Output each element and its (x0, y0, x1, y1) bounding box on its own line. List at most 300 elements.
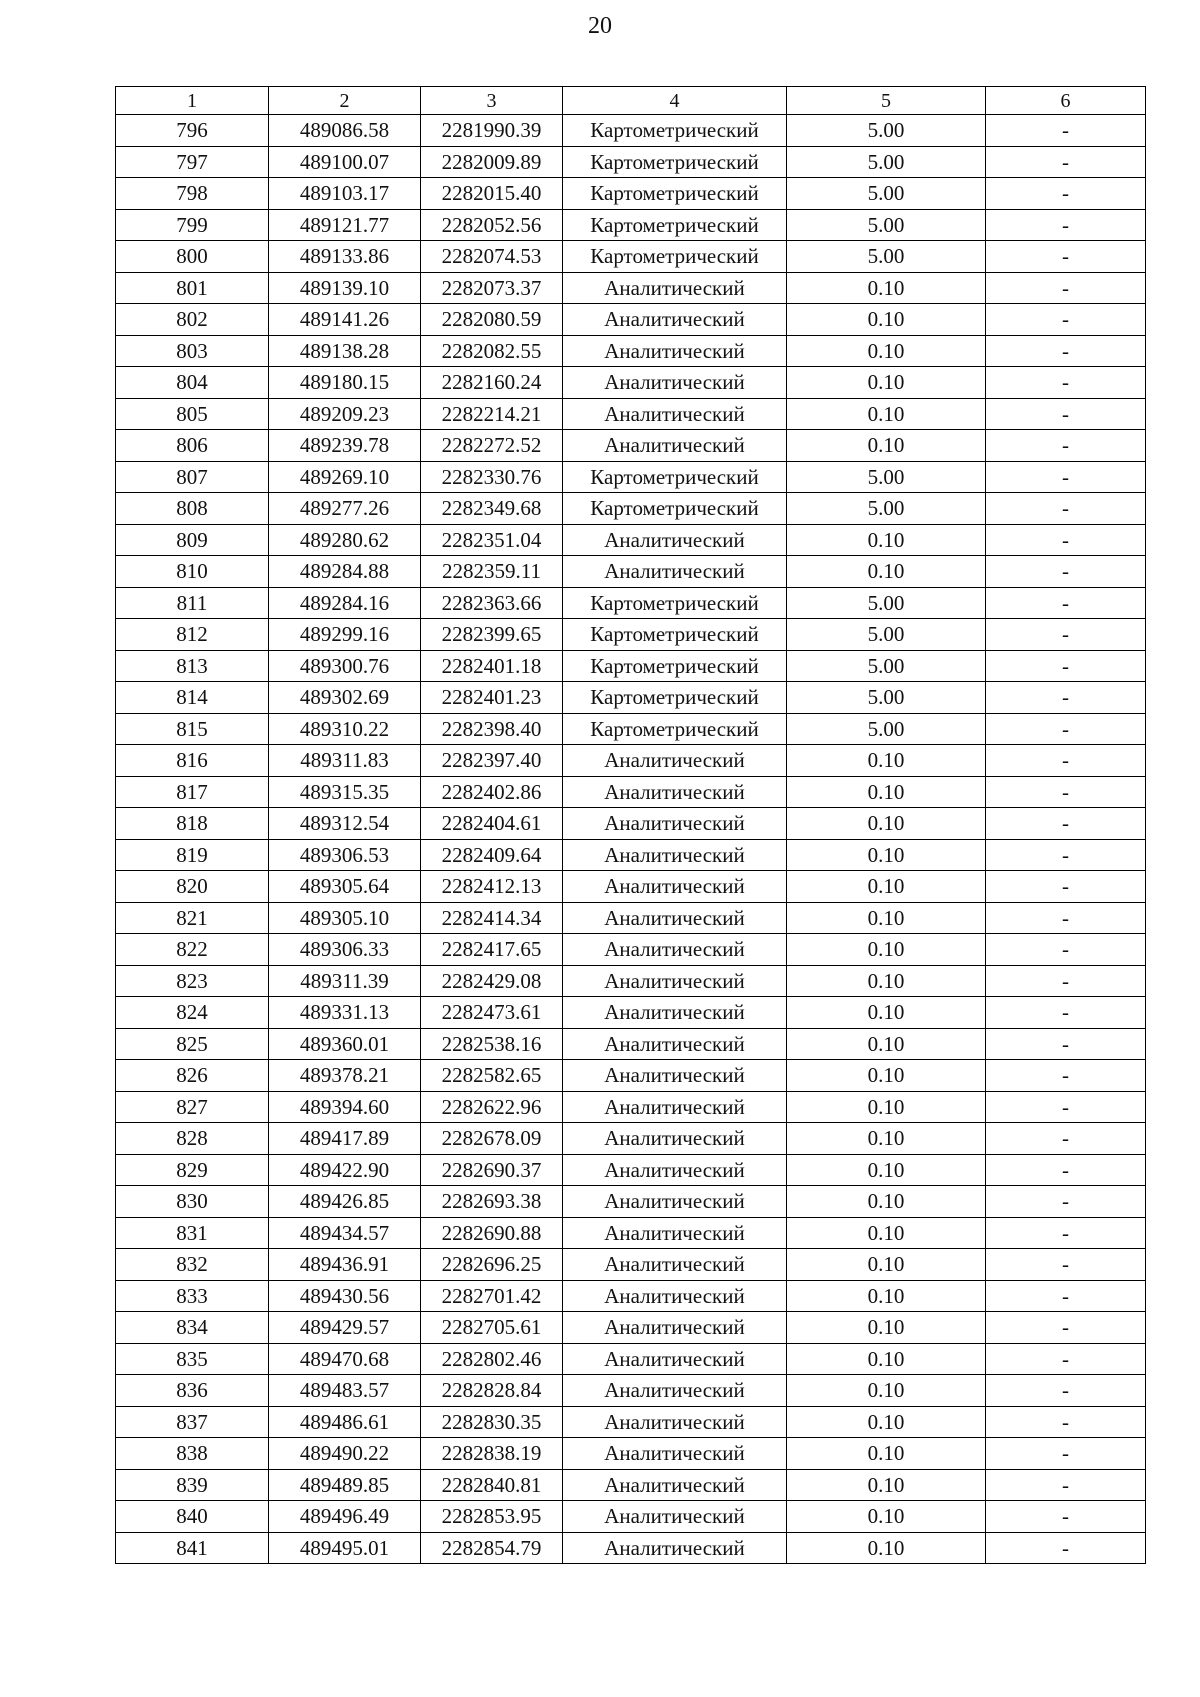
table-row (116, 808, 1146, 840)
point-number-cell: 810 (116, 556, 269, 588)
y-coordinate-cell: 2282402.86 (421, 776, 563, 808)
accuracy-cell: 0.10 (787, 934, 986, 966)
accuracy-cell: 0.10 (787, 965, 986, 997)
method-cell: Картометрический (563, 713, 787, 745)
point-number-cell: 836 (116, 1375, 269, 1407)
y-coordinate-cell: 2282409.64 (421, 839, 563, 871)
accuracy-cell: 0.10 (787, 997, 986, 1029)
point-number-cell: 815 (116, 713, 269, 745)
y-coordinate-cell: 2282473.61 (421, 997, 563, 1029)
note-cell: - (986, 556, 1146, 588)
x-coordinate-cell: 489139.10 (269, 272, 421, 304)
table-row (116, 776, 1146, 808)
accuracy-cell: 0.10 (787, 839, 986, 871)
table-row (116, 587, 1146, 619)
y-coordinate-cell: 2282582.65 (421, 1060, 563, 1092)
table-row (116, 1154, 1146, 1186)
method-cell: Картометрический (563, 682, 787, 714)
point-number-cell: 837 (116, 1406, 269, 1438)
x-coordinate-cell: 489436.91 (269, 1249, 421, 1281)
y-coordinate-cell: 2282399.65 (421, 619, 563, 651)
note-cell: - (986, 178, 1146, 210)
y-coordinate-cell: 2282363.66 (421, 587, 563, 619)
y-coordinate-cell: 2282015.40 (421, 178, 563, 210)
point-number-cell: 826 (116, 1060, 269, 1092)
page-number: 20 (588, 13, 612, 39)
table-row (116, 1375, 1146, 1407)
table-row (116, 1438, 1146, 1470)
x-coordinate-cell: 489141.26 (269, 304, 421, 336)
point-number-cell: 840 (116, 1501, 269, 1533)
method-cell: Аналитический (563, 1438, 787, 1470)
method-cell: Аналитический (563, 1154, 787, 1186)
x-coordinate-cell: 489209.23 (269, 398, 421, 430)
method-cell: Аналитический (563, 934, 787, 966)
accuracy-cell: 0.10 (787, 1438, 986, 1470)
note-cell: - (986, 965, 1146, 997)
method-cell: Аналитический (563, 1123, 787, 1155)
point-number-cell: 805 (116, 398, 269, 430)
x-coordinate-cell: 489490.22 (269, 1438, 421, 1470)
note-cell: - (986, 367, 1146, 399)
accuracy-cell: 0.10 (787, 1280, 986, 1312)
point-number-cell: 800 (116, 241, 269, 273)
method-cell: Аналитический (563, 1186, 787, 1218)
x-coordinate-cell: 489311.39 (269, 965, 421, 997)
accuracy-cell: 0.10 (787, 430, 986, 462)
column-header: 3 (421, 87, 563, 115)
accuracy-cell: 5.00 (787, 713, 986, 745)
accuracy-cell: 0.10 (787, 1501, 986, 1533)
x-coordinate-cell: 489138.28 (269, 335, 421, 367)
table-row (116, 241, 1146, 273)
point-number-cell: 812 (116, 619, 269, 651)
accuracy-cell: 0.10 (787, 524, 986, 556)
method-cell: Аналитический (563, 1343, 787, 1375)
point-number-cell: 839 (116, 1469, 269, 1501)
method-cell: Аналитический (563, 556, 787, 588)
point-number-cell: 799 (116, 209, 269, 241)
accuracy-cell: 0.10 (787, 1406, 986, 1438)
point-number-cell: 817 (116, 776, 269, 808)
note-cell: - (986, 587, 1146, 619)
method-cell: Аналитический (563, 1249, 787, 1281)
accuracy-cell: 0.10 (787, 1154, 986, 1186)
point-number-cell: 828 (116, 1123, 269, 1155)
x-coordinate-cell: 489280.62 (269, 524, 421, 556)
accuracy-cell: 0.10 (787, 1217, 986, 1249)
note-cell: - (986, 461, 1146, 493)
x-coordinate-cell: 489422.90 (269, 1154, 421, 1186)
method-cell: Аналитический (563, 335, 787, 367)
point-number-cell: 831 (116, 1217, 269, 1249)
x-coordinate-cell: 489394.60 (269, 1091, 421, 1123)
note-cell: - (986, 524, 1146, 556)
note-cell: - (986, 1280, 1146, 1312)
accuracy-cell: 0.10 (787, 1375, 986, 1407)
method-cell: Аналитический (563, 1312, 787, 1344)
y-coordinate-cell: 2282412.13 (421, 871, 563, 903)
y-coordinate-cell: 2282401.23 (421, 682, 563, 714)
method-cell: Картометрический (563, 178, 787, 210)
note-cell: - (986, 115, 1146, 147)
table-row (116, 1280, 1146, 1312)
table-row (116, 178, 1146, 210)
column-header: 2 (269, 87, 421, 115)
note-cell: - (986, 902, 1146, 934)
method-cell: Картометрический (563, 587, 787, 619)
method-cell: Картометрический (563, 619, 787, 651)
method-cell: Аналитический (563, 398, 787, 430)
y-coordinate-cell: 2282160.24 (421, 367, 563, 399)
point-number-cell: 806 (116, 430, 269, 462)
y-coordinate-cell: 2282073.37 (421, 272, 563, 304)
method-cell: Аналитический (563, 1375, 787, 1407)
accuracy-cell: 0.10 (787, 272, 986, 304)
y-coordinate-cell: 2282052.56 (421, 209, 563, 241)
x-coordinate-cell: 489311.83 (269, 745, 421, 777)
point-number-cell: 818 (116, 808, 269, 840)
x-coordinate-cell: 489302.69 (269, 682, 421, 714)
note-cell: - (986, 776, 1146, 808)
table-row (116, 556, 1146, 588)
note-cell: - (986, 398, 1146, 430)
method-cell: Аналитический (563, 524, 787, 556)
accuracy-cell: 0.10 (787, 1469, 986, 1501)
y-coordinate-cell: 2282214.21 (421, 398, 563, 430)
x-coordinate-cell: 489121.77 (269, 209, 421, 241)
y-coordinate-cell: 2282693.38 (421, 1186, 563, 1218)
accuracy-cell: 0.10 (787, 304, 986, 336)
point-number-cell: 802 (116, 304, 269, 336)
x-coordinate-cell: 489100.07 (269, 146, 421, 178)
method-cell: Аналитический (563, 839, 787, 871)
x-coordinate-cell: 489315.35 (269, 776, 421, 808)
y-coordinate-cell: 2282538.16 (421, 1028, 563, 1060)
table-row (116, 1060, 1146, 1092)
note-cell: - (986, 619, 1146, 651)
y-coordinate-cell: 2282854.79 (421, 1532, 563, 1564)
method-cell: Картометрический (563, 650, 787, 682)
table-row (116, 839, 1146, 871)
table-body (116, 115, 1146, 1564)
point-number-cell: 798 (116, 178, 269, 210)
note-cell: - (986, 1091, 1146, 1123)
point-number-cell: 834 (116, 1312, 269, 1344)
point-number-cell: 808 (116, 493, 269, 525)
table-row (116, 1186, 1146, 1218)
table-row (116, 1501, 1146, 1533)
method-cell: Картометрический (563, 209, 787, 241)
table-row (116, 650, 1146, 682)
point-number-cell: 830 (116, 1186, 269, 1218)
table-row (116, 934, 1146, 966)
method-cell: Аналитический (563, 430, 787, 462)
note-cell: - (986, 241, 1146, 273)
accuracy-cell: 0.10 (787, 745, 986, 777)
point-number-cell: 811 (116, 587, 269, 619)
point-number-cell: 819 (116, 839, 269, 871)
note-cell: - (986, 1060, 1146, 1092)
point-number-cell: 816 (116, 745, 269, 777)
accuracy-cell: 0.10 (787, 1060, 986, 1092)
method-cell: Аналитический (563, 1406, 787, 1438)
accuracy-cell: 0.10 (787, 1186, 986, 1218)
x-coordinate-cell: 489086.58 (269, 115, 421, 147)
point-number-cell: 821 (116, 902, 269, 934)
method-cell: Картометрический (563, 241, 787, 273)
y-coordinate-cell: 2282082.55 (421, 335, 563, 367)
y-coordinate-cell: 2282074.53 (421, 241, 563, 273)
method-cell: Картометрический (563, 461, 787, 493)
method-cell: Картометрический (563, 115, 787, 147)
accuracy-cell: 5.00 (787, 587, 986, 619)
table-row (116, 713, 1146, 745)
y-coordinate-cell: 2282359.11 (421, 556, 563, 588)
note-cell: - (986, 871, 1146, 903)
point-number-cell: 823 (116, 965, 269, 997)
note-cell: - (986, 1501, 1146, 1533)
x-coordinate-cell: 489312.54 (269, 808, 421, 840)
accuracy-cell: 0.10 (787, 1532, 986, 1564)
x-coordinate-cell: 489103.17 (269, 178, 421, 210)
table-row (116, 304, 1146, 336)
accuracy-cell: 0.10 (787, 1249, 986, 1281)
y-coordinate-cell: 2282349.68 (421, 493, 563, 525)
method-cell: Картометрический (563, 493, 787, 525)
note-cell: - (986, 650, 1146, 682)
note-cell: - (986, 209, 1146, 241)
table-row (116, 1249, 1146, 1281)
point-number-cell: 825 (116, 1028, 269, 1060)
table-row (116, 619, 1146, 651)
x-coordinate-cell: 489306.53 (269, 839, 421, 871)
note-cell: - (986, 1186, 1146, 1218)
x-coordinate-cell: 489360.01 (269, 1028, 421, 1060)
x-coordinate-cell: 489305.64 (269, 871, 421, 903)
point-number-cell: 841 (116, 1532, 269, 1564)
y-coordinate-cell: 2282080.59 (421, 304, 563, 336)
accuracy-cell: 0.10 (787, 335, 986, 367)
method-cell: Аналитический (563, 745, 787, 777)
note-cell: - (986, 1217, 1146, 1249)
accuracy-cell: 0.10 (787, 556, 986, 588)
table-row (116, 115, 1146, 147)
point-number-cell: 809 (116, 524, 269, 556)
note-cell: - (986, 1532, 1146, 1564)
table-row (116, 335, 1146, 367)
point-number-cell: 835 (116, 1343, 269, 1375)
table-row (116, 997, 1146, 1029)
note-cell: - (986, 1154, 1146, 1186)
accuracy-cell: 0.10 (787, 1312, 986, 1344)
point-number-cell: 796 (116, 115, 269, 147)
x-coordinate-cell: 489429.57 (269, 1312, 421, 1344)
accuracy-cell: 5.00 (787, 493, 986, 525)
table-header-row (116, 87, 1146, 115)
x-coordinate-cell: 489239.78 (269, 430, 421, 462)
method-cell: Аналитический (563, 997, 787, 1029)
table-row (116, 398, 1146, 430)
note-cell: - (986, 934, 1146, 966)
table-row (116, 272, 1146, 304)
accuracy-cell: 0.10 (787, 776, 986, 808)
table-row (116, 1028, 1146, 1060)
method-cell: Аналитический (563, 304, 787, 336)
method-cell: Картометрический (563, 146, 787, 178)
note-cell: - (986, 808, 1146, 840)
note-cell: - (986, 272, 1146, 304)
point-number-cell: 833 (116, 1280, 269, 1312)
note-cell: - (986, 1249, 1146, 1281)
x-coordinate-cell: 489426.85 (269, 1186, 421, 1218)
y-coordinate-cell: 2282696.25 (421, 1249, 563, 1281)
table-row (116, 965, 1146, 997)
point-number-cell: 824 (116, 997, 269, 1029)
accuracy-cell: 5.00 (787, 146, 986, 178)
y-coordinate-cell: 2282840.81 (421, 1469, 563, 1501)
table-row (116, 1532, 1146, 1564)
y-coordinate-cell: 2282678.09 (421, 1123, 563, 1155)
accuracy-cell: 0.10 (787, 871, 986, 903)
note-cell: - (986, 839, 1146, 871)
table-row (116, 1123, 1146, 1155)
x-coordinate-cell: 489300.76 (269, 650, 421, 682)
x-coordinate-cell: 489310.22 (269, 713, 421, 745)
coordinates-table (115, 86, 1146, 1564)
table-row (116, 493, 1146, 525)
column-header: 5 (787, 87, 986, 115)
accuracy-cell: 0.10 (787, 1123, 986, 1155)
method-cell: Аналитический (563, 367, 787, 399)
note-cell: - (986, 493, 1146, 525)
table-row (116, 1312, 1146, 1344)
method-cell: Аналитический (563, 272, 787, 304)
method-cell: Аналитический (563, 871, 787, 903)
note-cell: - (986, 1343, 1146, 1375)
y-coordinate-cell: 2282351.04 (421, 524, 563, 556)
y-coordinate-cell: 2282272.52 (421, 430, 563, 462)
y-coordinate-cell: 2282404.61 (421, 808, 563, 840)
y-coordinate-cell: 2282828.84 (421, 1375, 563, 1407)
y-coordinate-cell: 2282397.40 (421, 745, 563, 777)
point-number-cell: 804 (116, 367, 269, 399)
y-coordinate-cell: 2282622.96 (421, 1091, 563, 1123)
x-coordinate-cell: 489483.57 (269, 1375, 421, 1407)
column-header: 1 (116, 87, 269, 115)
accuracy-cell: 5.00 (787, 461, 986, 493)
point-number-cell: 803 (116, 335, 269, 367)
y-coordinate-cell: 2282417.65 (421, 934, 563, 966)
point-number-cell: 838 (116, 1438, 269, 1470)
x-coordinate-cell: 489486.61 (269, 1406, 421, 1438)
accuracy-cell: 5.00 (787, 682, 986, 714)
method-cell: Аналитический (563, 1060, 787, 1092)
accuracy-cell: 0.10 (787, 1091, 986, 1123)
y-coordinate-cell: 2282690.88 (421, 1217, 563, 1249)
accuracy-cell: 5.00 (787, 619, 986, 651)
method-cell: Аналитический (563, 1280, 787, 1312)
note-cell: - (986, 430, 1146, 462)
accuracy-cell: 0.10 (787, 1343, 986, 1375)
x-coordinate-cell: 489277.26 (269, 493, 421, 525)
table-row (116, 524, 1146, 556)
column-header: 4 (563, 87, 787, 115)
x-coordinate-cell: 489299.16 (269, 619, 421, 651)
accuracy-cell: 0.10 (787, 902, 986, 934)
table-row (116, 682, 1146, 714)
note-cell: - (986, 1375, 1146, 1407)
point-number-cell: 814 (116, 682, 269, 714)
y-coordinate-cell: 2281990.39 (421, 115, 563, 147)
x-coordinate-cell: 489430.56 (269, 1280, 421, 1312)
method-cell: Аналитический (563, 1532, 787, 1564)
method-cell: Аналитический (563, 1469, 787, 1501)
note-cell: - (986, 1469, 1146, 1501)
x-coordinate-cell: 489378.21 (269, 1060, 421, 1092)
table-row (116, 146, 1146, 178)
x-coordinate-cell: 489269.10 (269, 461, 421, 493)
column-header: 6 (986, 87, 1146, 115)
x-coordinate-cell: 489284.88 (269, 556, 421, 588)
point-number-cell: 801 (116, 272, 269, 304)
note-cell: - (986, 713, 1146, 745)
method-cell: Аналитический (563, 1217, 787, 1249)
method-cell: Аналитический (563, 808, 787, 840)
x-coordinate-cell: 489306.33 (269, 934, 421, 966)
table-row (116, 430, 1146, 462)
accuracy-cell: 5.00 (787, 241, 986, 273)
y-coordinate-cell: 2282429.08 (421, 965, 563, 997)
x-coordinate-cell: 489284.16 (269, 587, 421, 619)
accuracy-cell: 0.10 (787, 1028, 986, 1060)
point-number-cell: 829 (116, 1154, 269, 1186)
note-cell: - (986, 304, 1146, 336)
x-coordinate-cell: 489489.85 (269, 1469, 421, 1501)
y-coordinate-cell: 2282802.46 (421, 1343, 563, 1375)
x-coordinate-cell: 489180.15 (269, 367, 421, 399)
note-cell: - (986, 1438, 1146, 1470)
y-coordinate-cell: 2282330.76 (421, 461, 563, 493)
note-cell: - (986, 1028, 1146, 1060)
table-row (116, 1469, 1146, 1501)
note-cell: - (986, 1312, 1146, 1344)
x-coordinate-cell: 489495.01 (269, 1532, 421, 1564)
x-coordinate-cell: 489331.13 (269, 997, 421, 1029)
accuracy-cell: 5.00 (787, 650, 986, 682)
x-coordinate-cell: 489434.57 (269, 1217, 421, 1249)
accuracy-cell: 0.10 (787, 367, 986, 399)
note-cell: - (986, 335, 1146, 367)
accuracy-cell: 5.00 (787, 115, 986, 147)
x-coordinate-cell: 489496.49 (269, 1501, 421, 1533)
accuracy-cell: 5.00 (787, 209, 986, 241)
note-cell: - (986, 1406, 1146, 1438)
point-number-cell: 822 (116, 934, 269, 966)
y-coordinate-cell: 2282009.89 (421, 146, 563, 178)
table-row (116, 1406, 1146, 1438)
note-cell: - (986, 1123, 1146, 1155)
point-number-cell: 820 (116, 871, 269, 903)
accuracy-cell: 0.10 (787, 398, 986, 430)
point-number-cell: 813 (116, 650, 269, 682)
table-row (116, 1217, 1146, 1249)
note-cell: - (986, 997, 1146, 1029)
y-coordinate-cell: 2282853.95 (421, 1501, 563, 1533)
table-row (116, 871, 1146, 903)
y-coordinate-cell: 2282690.37 (421, 1154, 563, 1186)
table-row (116, 745, 1146, 777)
